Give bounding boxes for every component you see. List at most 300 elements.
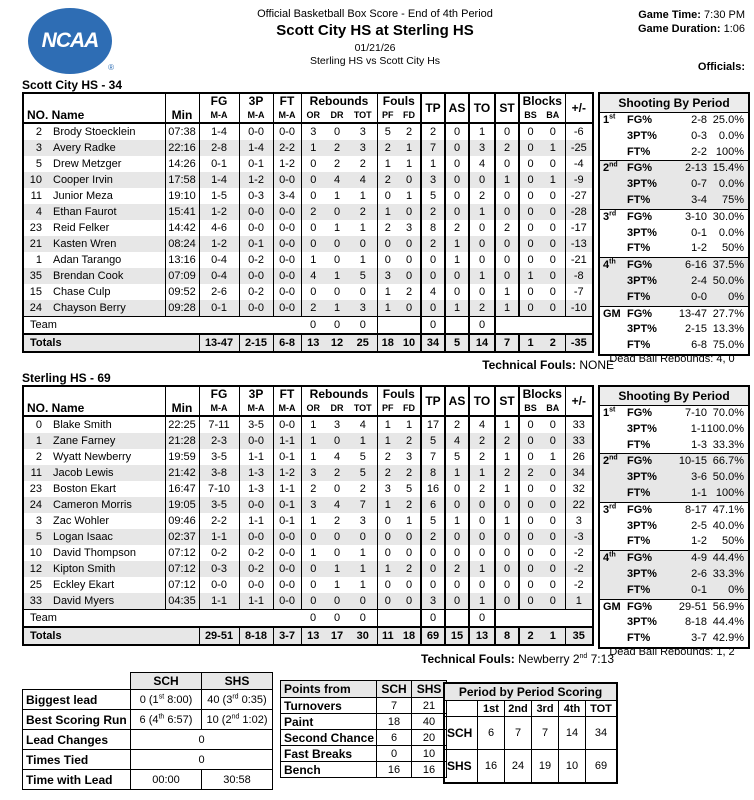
stat-cell: 13:16 (165, 252, 199, 268)
stat-label-ft-pct: FT% (627, 339, 651, 352)
stat-cell: 0 (469, 497, 495, 513)
percentage-value: 100% (715, 486, 744, 499)
stat-cell: 0 (519, 416, 541, 433)
matchup-subtitle: Sterling HS vs Scott City Hs (309, 55, 441, 67)
col-header-3p-ma: M-A (239, 108, 273, 123)
stat-cell: 0 (377, 577, 398, 593)
col-header-bs: BS (519, 401, 541, 416)
stat-cell: 0 (421, 577, 445, 593)
percentage-value: 75% (721, 193, 744, 206)
shooting-row (600, 193, 748, 209)
stat-cell: 0 (405, 206, 413, 218)
matchup-title: Scott City HS at Sterling HS (276, 22, 474, 39)
stat-cell: 1 (377, 300, 398, 317)
player-name: Brody Stoecklein (53, 126, 136, 138)
stat-cell: 0 (377, 188, 398, 204)
stat-cell: 4 (469, 156, 495, 172)
made-attempted-value: 2-2 (691, 145, 707, 158)
stat-cell: 1 (495, 513, 519, 529)
player-name: Chayson Berry (53, 302, 126, 314)
totals-cell: 1 (541, 627, 565, 645)
stat-cell: 0 (519, 252, 541, 268)
shooting-row (600, 113, 748, 129)
stat-cell: 1 (495, 416, 519, 433)
shooting-row (600, 615, 748, 631)
stat-label-3pt-pct: 3PT% (627, 274, 657, 287)
stat-cell: 1 (469, 268, 495, 284)
percentage-value: 0% (728, 583, 744, 596)
stat-cell: 0-1 (239, 156, 273, 172)
stat-cell: 3 (301, 497, 325, 513)
col-header-fg-ma: M-A (199, 108, 239, 123)
stat-cell: 4 (359, 174, 366, 186)
stat-cell: 1 (359, 563, 366, 575)
period-label (600, 422, 627, 438)
stat-cell: 2 (519, 465, 541, 481)
stat-cell: 2 (377, 465, 398, 481)
lead-shs-value: 30:58 (202, 770, 273, 790)
ncaa-logo-icon (28, 8, 112, 74)
points-sch-value: 18 (377, 714, 412, 730)
col-header-fouls: Fouls (377, 386, 421, 401)
stat-cell: 0-1 (273, 497, 301, 513)
period-label: GM (603, 307, 621, 320)
blank-cell (445, 317, 469, 335)
period-score-value: 7 (505, 717, 532, 750)
stat-cell: 1 (445, 465, 469, 481)
stat-cell: 0 (333, 286, 341, 298)
stat-cell: 0-3 (199, 561, 239, 577)
shooting-row (600, 306, 748, 323)
lead-row-label: Times Tied (23, 750, 131, 770)
made-attempted-value: 2-8 (691, 114, 707, 126)
game-time-label: Game Time: (638, 9, 701, 21)
stat-cell: 07:12 (165, 545, 199, 561)
col-header-4th: 4th (559, 701, 586, 717)
stat-cell: 0 (325, 610, 349, 628)
stat-cell: 0 (469, 172, 495, 188)
stat-cell: 1-2 (273, 465, 301, 481)
stat-cell: 21:42 (165, 465, 199, 481)
player-number: 5 (35, 158, 42, 170)
stat-cell: 0-0 (239, 268, 273, 284)
stat-cell: 4 (333, 174, 341, 186)
stat-cell: 0 (495, 529, 519, 545)
col-header-blocks: Blocks (519, 93, 565, 108)
stat-cell: 0 (519, 188, 541, 204)
period-label (600, 177, 627, 193)
stat-cell: 0 (519, 300, 541, 317)
player-number: 35 (29, 270, 42, 282)
stat-cell: 2-6 (199, 284, 239, 300)
totals-label: Totals (23, 334, 199, 352)
player-row (23, 123, 593, 140)
header-right (638, 8, 745, 74)
stat-cell: 1 (469, 561, 495, 577)
stat-cell: 16 (421, 481, 445, 497)
stat-cell: 0 (301, 610, 325, 628)
stat-cell: 0 (519, 172, 541, 188)
shooting-row (600, 145, 748, 161)
col-header-tp: TP (421, 386, 445, 416)
stat-cell: 0 (549, 206, 556, 218)
stat-cell: 3 (359, 302, 366, 314)
header-row-groups (23, 386, 593, 401)
made-attempted-value: 3-7 (691, 632, 707, 645)
stat-cell: 21:28 (165, 433, 199, 449)
stat-cell: 7 (421, 140, 445, 156)
totals-cell: 14 (469, 334, 495, 352)
stat-cell: 0 (549, 126, 556, 138)
stat-label-ft-pct: FT% (627, 486, 651, 499)
stat-cell: 0 (469, 513, 495, 529)
totals-cell: 15 (445, 627, 469, 645)
stat-cell: 1 (445, 513, 469, 529)
stat-cell: 16:47 (165, 481, 199, 497)
stat-cell: 3 (301, 123, 325, 140)
shooting-row (600, 160, 748, 177)
stat-label-3pt-pct: 3PT% (627, 323, 657, 336)
period-score-row (444, 717, 617, 750)
period-score-value: 19 (532, 750, 559, 784)
stat-cell: 2 (469, 433, 495, 449)
stat-label-ft-pct: FT% (627, 535, 651, 548)
player-number: 10 (29, 174, 42, 186)
col-header-ft-ma: M-A (273, 401, 301, 416)
shooting-row (600, 322, 748, 338)
player-row (23, 593, 593, 610)
stat-cell: 3 (377, 481, 398, 497)
stat-cell: 2 (377, 140, 398, 156)
stat-cell: 0 (377, 545, 398, 561)
stat-cell: -10 (565, 300, 593, 317)
col-header-no-name: NO. Name (27, 401, 85, 415)
stat-cell: 1 (495, 172, 519, 188)
period-label (600, 290, 627, 306)
box-table-body (23, 416, 593, 645)
stat-cell: 1-1 (199, 529, 239, 545)
stat-cell: 4 (301, 268, 325, 284)
percentage-value: 0.0% (718, 129, 744, 142)
stat-cell: 0 (445, 497, 469, 513)
percentage-value: 40.0% (712, 519, 744, 532)
player-number: 24 (29, 302, 42, 314)
col-header-fd: FD (403, 403, 416, 413)
player-number: 12 (29, 563, 42, 575)
stat-cell: 1 (405, 142, 413, 154)
stat-cell: 0 (421, 610, 445, 628)
player-row (23, 220, 593, 236)
player-name: Brendan Cook (53, 270, 124, 282)
player-row (23, 300, 593, 317)
player-row (23, 236, 593, 252)
stat-cell: 0-0 (273, 593, 301, 610)
col-header-st: ST (495, 386, 519, 416)
stat-cell: 0-1 (199, 300, 239, 317)
shooting-row (600, 567, 748, 583)
stat-cell: 0 (445, 577, 469, 593)
stat-cell: 0 (301, 317, 325, 335)
stat-cell: 0 (333, 547, 341, 559)
shooting-row (600, 438, 748, 454)
stat-cell: 1 (301, 513, 325, 529)
stat-cell: 0-3 (239, 188, 273, 204)
stat-cell: 0 (421, 268, 445, 284)
player-row (23, 416, 593, 433)
stat-cell: -25 (565, 140, 593, 156)
period-score-value: 24 (505, 750, 532, 784)
stat-cell: -13 (565, 236, 593, 252)
stat-cell: 7-10 (199, 481, 239, 497)
stat-cell: 3 (359, 126, 366, 138)
player-name: Chase Culp (53, 286, 111, 298)
totals-cell: 25 (349, 334, 377, 352)
col-header-3p: 3P (239, 93, 273, 108)
player-row (23, 284, 593, 300)
blank-cell (495, 610, 593, 628)
stat-cell: 1 (495, 449, 519, 465)
stat-cell: 34 (565, 465, 593, 481)
player-number: 0 (35, 419, 42, 431)
stat-cell: 09:28 (165, 300, 199, 317)
technical-fouls-value: NONE (579, 358, 614, 372)
points-shs-value: 10 (412, 746, 447, 762)
col-header-to: TO (469, 386, 495, 416)
lead-row-label: Time with Lead (23, 770, 131, 790)
stat-cell: 0 (469, 529, 495, 545)
stat-cell: 0 (301, 577, 325, 593)
made-attempted-value: 8-18 (684, 616, 707, 629)
lead-shs-value: 40 (3rd 0:35) (202, 690, 273, 710)
player-number: 2 (35, 126, 42, 138)
stat-cell: 09:46 (165, 513, 199, 529)
stat-cell: 0 (495, 236, 519, 252)
lead-row-label: Biggest lead (23, 690, 131, 710)
stat-cell: 0-0 (239, 204, 273, 220)
player-row (23, 513, 593, 529)
team-row-label: Team (23, 317, 301, 335)
period-score-value: 10 (559, 750, 586, 784)
stat-cell: 0 (301, 220, 325, 236)
stat-cell: 5 (405, 483, 413, 495)
stat-cell: 3 (377, 268, 398, 284)
stat-cell: 0 (549, 483, 556, 495)
stat-cell: 0-0 (239, 300, 273, 317)
lead-row-label: Lead Changes (23, 730, 131, 750)
stat-cell: 0 (549, 270, 556, 282)
box-table-head (23, 93, 593, 123)
stat-cell: 0-1 (273, 449, 301, 465)
stat-cell: 4 (333, 499, 341, 511)
stat-cell: 1-3 (239, 465, 273, 481)
percentage-value: 70.0% (712, 407, 744, 419)
stat-cell: 2 (405, 467, 413, 479)
blank-cell (377, 317, 421, 335)
col-header-3p: 3P (239, 386, 273, 401)
player-row (23, 465, 593, 481)
stat-cell: 0 (377, 236, 398, 252)
totals-cell: 13 (301, 627, 325, 645)
stat-cell: 0 (495, 577, 519, 593)
player-row (23, 140, 593, 156)
made-attempted-value: 3-6 (691, 471, 707, 484)
stat-cell: 15:41 (165, 204, 199, 220)
percentage-value: 100.0% (706, 422, 744, 435)
stat-cell: -9 (565, 172, 593, 188)
stat-cell: 0-4 (199, 268, 239, 284)
stat-cell: 0 (519, 545, 541, 561)
stat-cell: 0 (519, 220, 541, 236)
player-row (23, 156, 593, 172)
stat-cell: 0 (445, 204, 469, 220)
team-row-label: Team (23, 610, 301, 628)
stat-cell: 4-6 (199, 220, 239, 236)
stat-cell: 1 (301, 252, 325, 268)
stat-cell: 1-1 (273, 433, 301, 449)
stat-cell: 3 (359, 142, 366, 154)
col-header-rebounds: Rebounds (301, 386, 377, 401)
player-row (23, 497, 593, 513)
stat-cell: 7 (359, 499, 366, 511)
stat-cell: 3-5 (199, 497, 239, 513)
col-header-tp: TP (421, 93, 445, 123)
stat-cell: 0 (519, 593, 541, 610)
points-shs-value: 16 (412, 762, 447, 778)
stat-cell: 0 (405, 174, 413, 186)
totals-cell: 69 (421, 627, 445, 645)
period-score-value: 14 (559, 717, 586, 750)
blank-cell (377, 610, 421, 628)
totals-cell: 8-18 (239, 627, 273, 645)
period-label: 3rd (603, 210, 617, 223)
stat-cell: 2 (301, 204, 325, 220)
stat-cell: 0-0 (273, 577, 301, 593)
stat-cell: 1-1 (199, 593, 239, 610)
stat-label-fg-pct: FG% (627, 210, 653, 223)
col-header-fg: FG (199, 93, 239, 108)
stat-cell: 0-0 (273, 300, 301, 317)
percentage-value: 0.0% (718, 226, 744, 239)
stat-cell: 0-2 (239, 545, 273, 561)
stat-cell: 5 (359, 451, 366, 463)
stat-cell: 6 (421, 497, 445, 513)
shooting-row (600, 453, 748, 470)
stat-cell: 0 (549, 238, 556, 250)
player-name: Logan Isaac (53, 531, 113, 543)
stat-cell: 5 (359, 467, 366, 479)
period-label (600, 274, 627, 290)
stat-cell: 2 (445, 561, 469, 577)
stat-cell: 0 (359, 595, 366, 607)
stat-cell: 2-2 (199, 513, 239, 529)
stat-cell: 0 (445, 123, 469, 140)
stat-cell: 0 (549, 595, 556, 607)
totals-cell: 34 (421, 334, 445, 352)
stat-cell: 1 (445, 236, 469, 252)
stat-cell: 07:38 (165, 123, 199, 140)
player-number: 3 (35, 515, 42, 527)
stat-cell: -2 (565, 545, 593, 561)
col-header-sch: SCH (131, 673, 202, 690)
player-name: Boston Ekart (53, 483, 116, 495)
lead-row (23, 710, 273, 730)
period-header-row (444, 701, 617, 717)
col-header-sch: SCH (377, 681, 412, 698)
points-row (281, 714, 447, 730)
period-label: 3rd (603, 503, 617, 516)
shooting-panel-title: Shooting By Period (600, 387, 748, 406)
made-attempted-value: 2-15 (684, 323, 707, 336)
stat-cell: 1 (377, 416, 398, 433)
points-row-label: Bench (281, 762, 377, 778)
stat-cell: 0 (549, 515, 556, 527)
stat-cell: 0-0 (239, 529, 273, 545)
stat-cell: 2-8 (199, 140, 239, 156)
stat-cell: 0 (301, 593, 325, 610)
made-attempted-value: 1-1 (691, 486, 707, 499)
stat-cell: 5 (421, 513, 445, 529)
period-label (600, 241, 627, 257)
stat-cell: 0 (469, 236, 495, 252)
stat-cell: 2 (469, 449, 495, 465)
made-attempted-value: 6-8 (691, 339, 707, 352)
stat-cell: 2 (301, 300, 325, 317)
stat-cell: 1 (377, 433, 398, 449)
shooting-row (600, 599, 748, 616)
stat-cell: 0 (405, 238, 413, 250)
player-name: Reid Felker (53, 222, 110, 234)
stat-cell: 2 (301, 481, 325, 497)
stat-cell: 0 (519, 236, 541, 252)
stat-label-3pt-pct: 3PT% (627, 129, 657, 142)
blank-corner (23, 673, 131, 690)
stat-cell: 0 (445, 188, 469, 204)
stat-cell: 2 (405, 286, 413, 298)
col-header-shs: SHS (202, 673, 273, 690)
stat-cell: 1 (333, 270, 341, 282)
stat-cell: 0-2 (239, 561, 273, 577)
stat-cell: 1-1 (273, 481, 301, 497)
stat-cell: 1 (359, 435, 366, 447)
made-attempted-value: 3-4 (691, 193, 707, 206)
lead-sch-value: 6 (4th 6:57) (131, 710, 202, 730)
player-name: Avery Radke (53, 142, 116, 154)
technical-fouls-label: Technical Fouls: (482, 358, 576, 372)
totals-cell: 2-15 (239, 334, 273, 352)
stat-cell: 0 (549, 467, 556, 479)
percentage-value: 13.3% (712, 323, 744, 336)
stat-cell: 1 (301, 433, 325, 449)
player-name: Kasten Wren (53, 238, 117, 250)
stat-cell: -2 (565, 561, 593, 577)
made-attempted-value: 1-2 (691, 242, 707, 255)
stat-cell: 2 (421, 236, 445, 252)
game-duration-label: Game Duration: (638, 23, 721, 35)
player-number: 1 (35, 435, 42, 447)
col-header-3p-ma: M-A (239, 401, 273, 416)
made-attempted-value: 0-3 (691, 129, 707, 142)
made-attempted-value: 1-3 (691, 438, 707, 451)
stat-cell: 0 (333, 483, 341, 495)
col-header-ft-ma: M-A (273, 108, 301, 123)
period-title-row (444, 683, 617, 701)
totals-row (23, 627, 593, 645)
made-attempted-value: 0-1 (691, 226, 707, 239)
team-name-scott-city: Scott City HS - 34 (22, 78, 123, 92)
shooting-row (600, 226, 748, 242)
stat-cell: 0 (549, 158, 556, 170)
player-number: 10 (29, 547, 42, 559)
